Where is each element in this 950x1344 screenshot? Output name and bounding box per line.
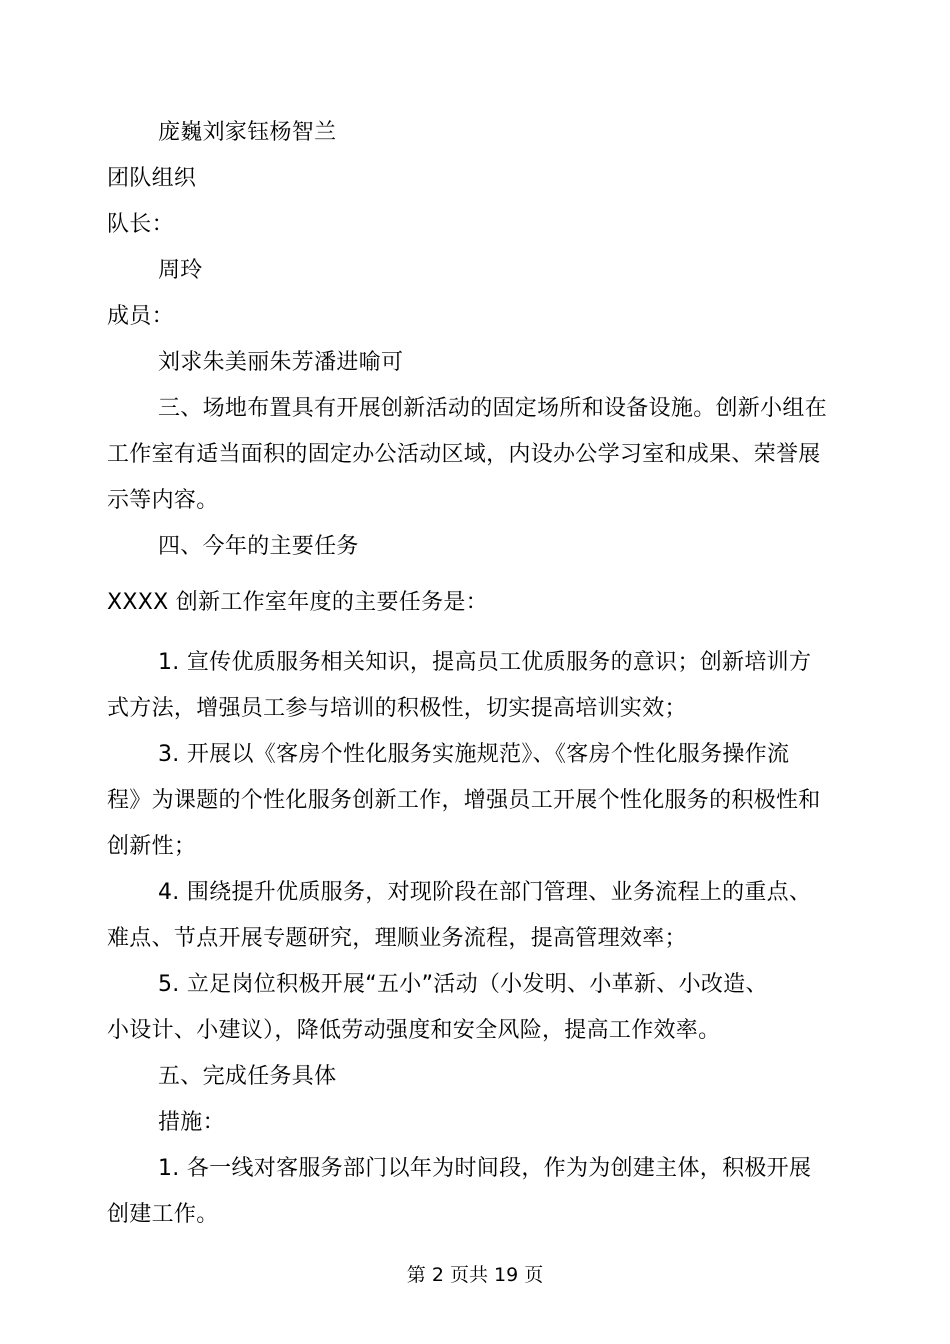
list-item-line: 小设计、小建议），降低劳动强度和安全风险，提高工作效率。 <box>107 1018 721 1043</box>
list-item-line: 1. 各一线对客服务部门以年为时间段，作为为创建主体，积极开展 <box>158 1156 812 1181</box>
list-item-line: 5. 立足岗位积极开展“五小”活动（小发明、小革新、小改造、 <box>158 972 768 997</box>
paragraph-line: 三、场地布置具有开展创新活动的固定场所和设备设施。创新小组在 <box>158 396 828 421</box>
text-line: 成员： <box>107 304 174 329</box>
text-line: 队长： <box>107 212 174 237</box>
list-item-line: 创建工作。 <box>107 1202 219 1227</box>
text-line: 刘求朱美丽朱芳潘进喻可 <box>158 350 404 375</box>
paragraph-line: 工作室有适当面积的固定办公活动区域，内设办公学习室和成果、荣誉展 <box>107 442 821 467</box>
list-item-line: 1. 宣传优质服务相关知识，提高员工优质服务的意识；创新培训方 <box>158 650 812 675</box>
list-item-line: 难点、节点开展专题研究，理顺业务流程，提高管理效率； <box>107 926 687 951</box>
text-line: 措施： <box>158 1110 225 1135</box>
list-item-line: 3. 开展以《客房个性化服务实施规范》、《客房个性化服务操作流 <box>158 742 790 767</box>
list-item-line: 式方法，增强员工参与培训的积极性，切实提高培训实效； <box>107 696 687 721</box>
paragraph-line: 示等内容。 <box>107 488 219 513</box>
list-item-line: 程》为课题的个性化服务创新工作，增强员工开展个性化服务的积极性和 <box>107 788 821 813</box>
list-item-line: 4. 围绕提升优质服务，对现阶段在部门管理、业务流程上的重点、 <box>158 880 812 905</box>
list-item-line: 创新性； <box>107 834 197 859</box>
text-line: 庞巍刘家钰杨智兰 <box>158 120 337 145</box>
section-heading: 团队组织 <box>107 166 197 191</box>
text-line: XXXX 创新工作室年度的主要任务是： <box>107 590 488 615</box>
section-heading: 五、完成任务具体 <box>158 1064 337 1089</box>
page-footer: 第 2 页共 19 页 <box>406 1264 544 1286</box>
section-heading: 四、今年的主要任务 <box>158 534 359 559</box>
text-line: 周玲 <box>158 258 203 283</box>
